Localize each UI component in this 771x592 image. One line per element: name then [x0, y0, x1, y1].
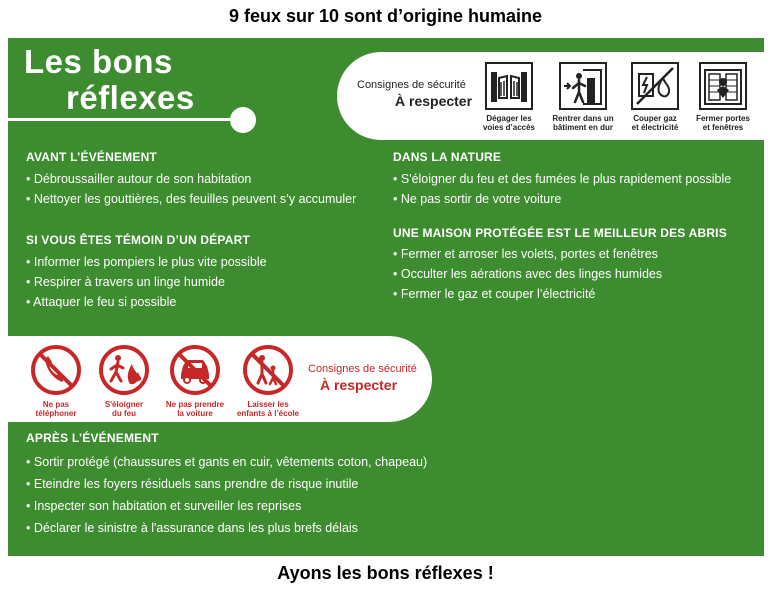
no-phone-icon [30, 344, 82, 396]
instruction-gas-electric [619, 62, 691, 132]
heading-maison: UNE MAISON PROTÉGÉE EST LE MEILLEUR DES ABRIS [393, 226, 727, 240]
list-avant [26, 169, 356, 209]
instruction-shutters [687, 62, 759, 132]
poster-title-line1: Les bons [24, 43, 173, 80]
list-item: • Nettoyer les gouttières, des feuilles peuvent s’y accumuler [26, 189, 356, 209]
caption-phone-l2: téléphoner [35, 409, 77, 418]
heading-apres: APRÈS L’ÉVÉNEMENT [26, 431, 159, 445]
forbid-phone [24, 344, 88, 418]
consignes-mid-panel [8, 336, 432, 422]
list-item: • Sortir protégé (chaussures et gants en cuir, vêtements coton, chapeau) [26, 451, 427, 473]
caption-car-l1: Ne pas prendre [165, 400, 225, 409]
caption-building-l1: Rentrer dans un [552, 114, 614, 123]
poster-title-line2: réflexes [66, 79, 195, 116]
heading-avant: AVANT L’ÉVÉNEMENT [26, 150, 157, 164]
caption-fire-l2: du feu [112, 409, 136, 418]
instruction-enter-building [543, 62, 623, 132]
forbid-children [228, 344, 308, 418]
list-item: • Fermer et arroser les volets, portes et fenêtres [393, 244, 662, 264]
list-item: • Occulter les aérations avec des linges humides [393, 264, 662, 284]
gate-icon [485, 62, 533, 110]
forbid-fire [92, 344, 156, 418]
caption-gate-l2: voies d’accès [482, 123, 536, 132]
list-nature [393, 169, 731, 209]
enter-building-icon [559, 62, 607, 110]
list-item: • S'éloigner du feu et des fumées le plus rapidement possible [393, 169, 731, 189]
bottom-caption: Ayons les bons réflexes ! [277, 563, 494, 583]
consignes-mid-label: Consignes de sécurité [308, 363, 417, 375]
gas-electric-icon [631, 62, 679, 110]
caption-building-l2: bâtiment en dur [552, 123, 613, 132]
consignes-top-label: Consignes de sécurité [357, 79, 466, 91]
list-item: • Ne pas sortir de votre voiture [393, 189, 731, 209]
caption-children-l1: Laisser les [247, 400, 289, 409]
list-item: • Informer les pompiers le plus vite possible [26, 252, 267, 272]
list-item: • Eteindre les foyers résiduels sans prendre de risque inutile [26, 473, 427, 495]
caption-gas-l2: et électricité [631, 123, 679, 132]
heading-temoin: SI VOUS ÊTES TÉMOIN D’UN DÉPART [26, 233, 250, 247]
top-caption: 9 feux sur 10 sont d’origine humaine [228, 6, 543, 26]
caption-gas-l1: Couper gaz [633, 114, 677, 123]
consignes-mid-strong: À respecter [320, 377, 398, 393]
caption-car-l2: la voiture [177, 409, 213, 418]
caption-shutters-l2: et fenêtres [702, 123, 744, 132]
title-underline [8, 118, 240, 121]
caption-phone-l1: Ne pas [42, 400, 70, 409]
poster [8, 38, 764, 556]
list-item: • Attaquer le feu si possible [26, 292, 267, 312]
title-underline-dot [230, 107, 256, 133]
list-item: • Débroussailler autour de son habitation [26, 169, 356, 189]
caption-fire-l1: S'éloigner [104, 400, 144, 409]
list-apres [26, 451, 427, 539]
forbid-car [160, 344, 230, 418]
caption-children-l2: enfants à l’école [236, 409, 300, 418]
list-item: • Fermer le gaz et couper l’électricité [393, 284, 662, 304]
list-maison [393, 244, 662, 304]
shutters-icon [699, 62, 747, 110]
list-item: • Inspecter son habitation et surveiller les reprises [26, 495, 427, 517]
list-item: • Respirer à travers un linge humide [26, 272, 267, 292]
consignes-top-panel [337, 52, 764, 140]
move-away-fire-icon [98, 344, 150, 396]
instruction-gate [473, 62, 545, 132]
list-temoin [26, 252, 267, 312]
caption-shutters-l1: Fermer portes [696, 114, 750, 123]
leave-children-icon [242, 344, 294, 396]
consignes-top-strong: À respecter [395, 93, 473, 109]
heading-nature: DANS LA NATURE [393, 150, 502, 164]
no-car-icon [169, 344, 221, 396]
list-item: • Déclarer le sinistre à l'assurance dans les plus brefs délais [26, 517, 427, 539]
caption-gate-l1: Dégager les [486, 114, 532, 123]
